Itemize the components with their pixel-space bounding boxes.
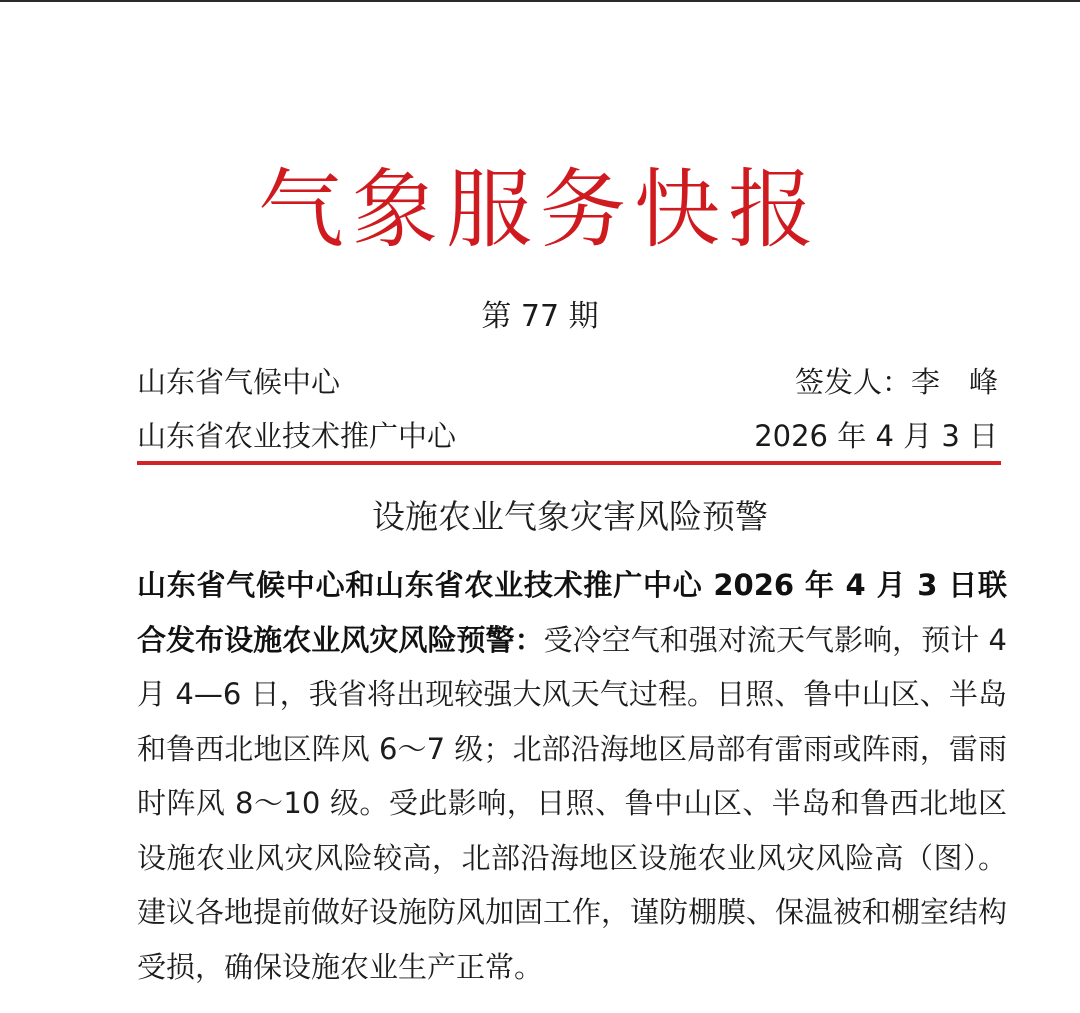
issue-number: 第 77 期: [481, 299, 599, 334]
signer: 签发人：李 峰: [794, 365, 998, 399]
signer-date-block: [754, 355, 998, 463]
issuer-line-1: 山东省气候中心: [137, 365, 341, 399]
bulletin-masthead-title: 气象服务快报: [258, 160, 822, 260]
top-border: [0, 0, 1080, 2]
article-body: [137, 558, 1007, 994]
article-lead: 山东省气候中心和山东省农业技术推广中心 2026 年 4 月 3 日联合发布设施农业风灾风险预警：: [137, 568, 1007, 657]
red-divider-rule: [137, 461, 1001, 465]
issue-date: 2026 年 4 月 3 日: [754, 419, 998, 453]
issuer-block: [137, 355, 456, 463]
article-text: 受冷空气和强对流天气影响，预计 4 月 4—6 日，我省将出现较强大风天气过程。日照、鲁中山区、半岛和鲁西北地区阵风 6～7 级；北部沿海地区局部有雷雨或阵雨，雷雨时阵风 8～10 级。受此影响，日照、鲁中山区、半岛和鲁西北地区设施农业风灾风险较高，北部沿海地区设施农业风灾风险高（图）。建议各地提前做好设施防风加固工作，谨防棚膜、保温被和棚室结构受损，确保设施农业生产正常。: [137, 622, 1008, 984]
article-headline: 设施农业气象灾害风险预警: [372, 497, 768, 536]
issuer-line-2: 山东省农业技术推广中心: [137, 419, 457, 453]
